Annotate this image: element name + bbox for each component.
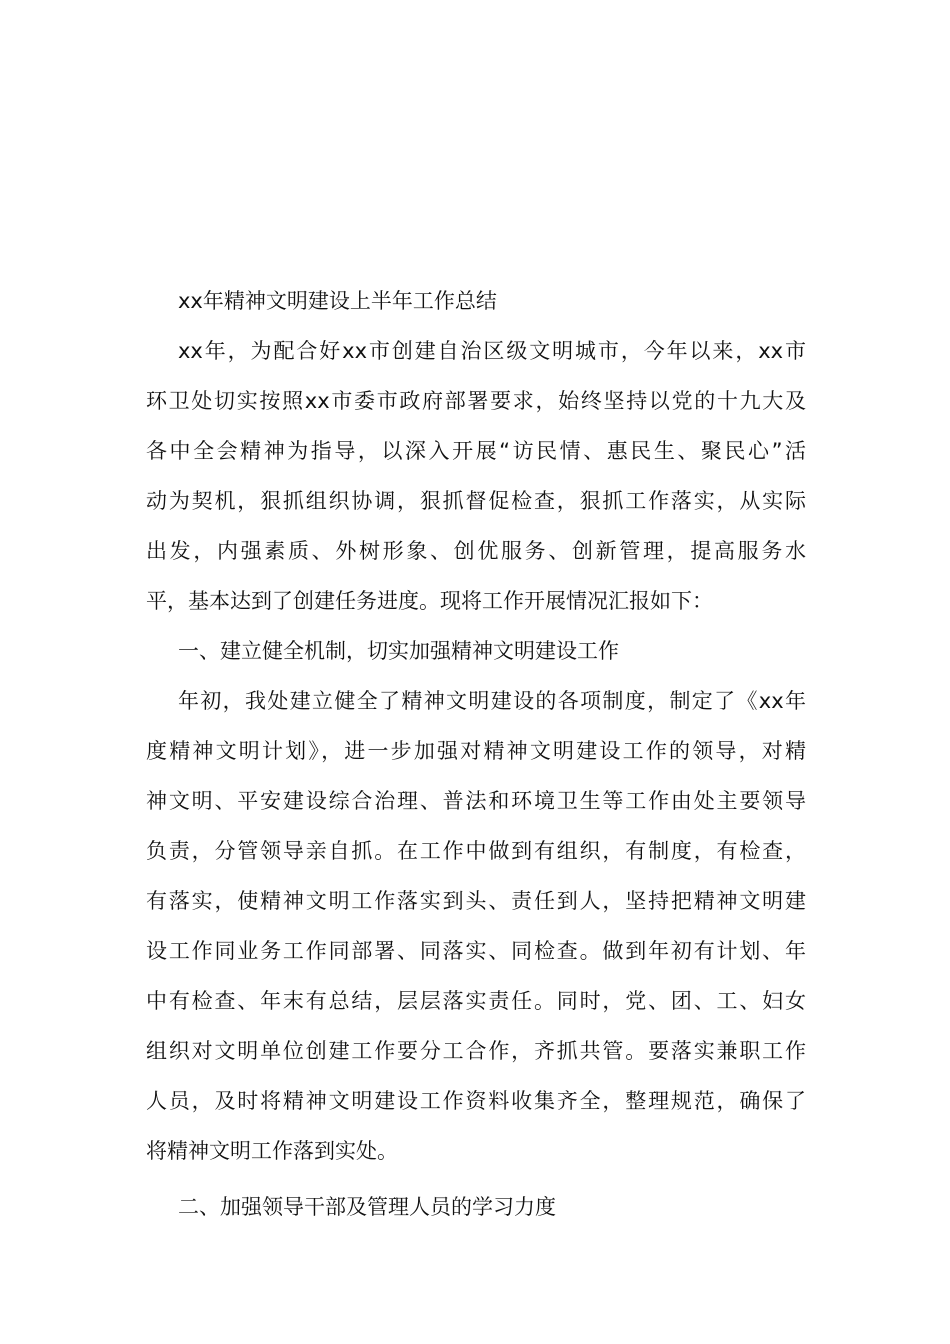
paragraph-line: 将精神文明工作落到实处。 <box>146 1139 398 1163</box>
paragraph-line: 年初，我处建立健全了精神文明建设的各项制度，制定了《xx年 <box>178 689 806 713</box>
document-body <box>146 276 806 1232</box>
paragraph-line: 神文明、平安建设综合治理、普法和环境卫生等工作由处主要领导 <box>146 789 806 813</box>
paragraph-line: xx年，为配合好xx市创建自治区级文明城市，今年以来，xx市 <box>178 339 806 363</box>
paragraph-line: 组织对文明单位创建工作要分工合作，齐抓共管。要落实兼职工作 <box>146 1039 806 1063</box>
document-title: xx年精神文明建设上半年工作总结 <box>178 289 497 313</box>
paragraph-line: 出发，内强素质、外树形象、创优服务、创新管理，提高服务水 <box>146 539 806 563</box>
paragraph-line: 环卫处切实按照xx市委市政府部署要求，始终坚持以党的十九大及 <box>146 389 806 413</box>
paragraph-line: 中有检查、年末有总结，层层落实责任。同时，党、团、工、妇女 <box>146 989 806 1013</box>
paragraph-line: 各中全会精神为指导，以深入开展“访民情、惠民生、聚民心”活 <box>146 439 806 463</box>
paragraph-line: 平，基本达到了创建任务进度。现将工作开展情况汇报如下： <box>146 589 713 613</box>
paragraph-line: 负责，分管领导亲自抓。在工作中做到有组织，有制度，有检查， <box>146 839 806 863</box>
paragraph-line: 度精神文明计划》，进一步加强对精神文明建设工作的领导，对精 <box>146 739 806 763</box>
section-1-paragraph <box>146 676 806 1176</box>
section-heading-2: 二、加强领导干部及管理人员的学习力度 <box>178 1195 556 1219</box>
paragraph-line: 动为契机，狠抓组织协调，狠抓督促检查，狠抓工作落实，从实际 <box>146 489 806 513</box>
intro-paragraph <box>146 326 806 626</box>
paragraph-line: 设工作同业务工作同部署、同落实、同检查。做到年初有计划、年 <box>146 939 806 963</box>
paragraph-line: 人员，及时将精神文明建设工作资料收集齐全，整理规范，确保了 <box>146 1089 806 1113</box>
section-heading-1: 一、建立健全机制，切实加强精神文明建设工作 <box>178 639 619 663</box>
paragraph-line: 有落实，使精神文明工作落实到头、责任到人，坚持把精神文明建 <box>146 889 806 913</box>
